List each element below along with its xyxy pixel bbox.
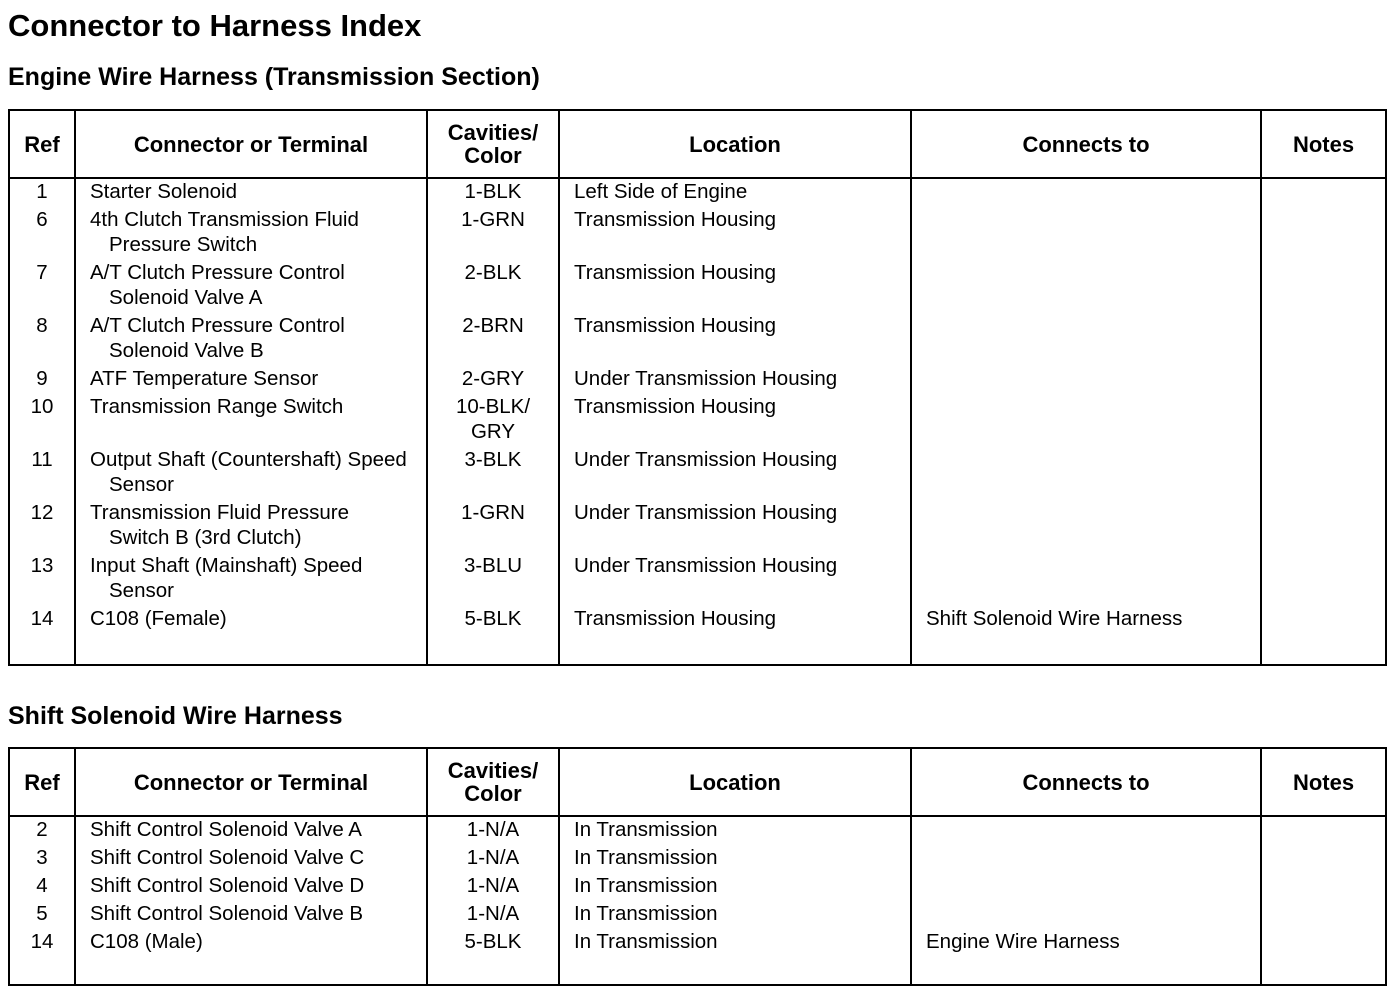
cell-connector: Shift Control Solenoid Valve B [75,901,427,929]
page-title: Connector to Harness Index [8,8,422,43]
cell-connects-to: Shift Solenoid Wire Harness [911,606,1261,665]
cell-connector: C108 (Male) [75,929,427,985]
cell-notes [1261,178,1386,207]
cell-cavities: 1-N/A [427,901,559,929]
cell-connector: C108 (Female) [75,606,427,665]
table-header-row [9,110,1386,178]
cell-connector: Transmission Range Switch [75,394,427,447]
cell-connects-to [911,260,1261,313]
cell-connects-to: Engine Wire Harness [911,929,1261,985]
cell-connector: A/T Clutch Pressure Control Solenoid Valve B [75,313,427,366]
cell-notes [1261,500,1386,553]
cell-notes [1261,394,1386,447]
cell-cavities: 1-N/A [427,816,559,845]
cell-cavities: 10-BLK/ GRY [427,394,559,447]
cell-location: In Transmission [559,845,911,873]
column-header-connector: Connector or Terminal [75,748,427,816]
cell-cavities: 2-GRY [427,366,559,394]
cell-ref: 14 [9,929,75,985]
cell-ref: 3 [9,845,75,873]
cell-connector: Input Shaft (Mainshaft) Speed Sensor [75,553,427,606]
cell-notes [1261,929,1386,985]
cell-notes [1261,447,1386,500]
cell-location: Left Side of Engine [559,178,911,207]
cell-connects-to [911,207,1261,260]
column-header-cavities: Cavities/ Color [427,110,559,178]
table-row [9,366,1386,394]
cell-cavities: 5-BLK [427,606,559,665]
cell-connects-to [911,816,1261,845]
cell-ref: 13 [9,553,75,606]
cell-location: Transmission Housing [559,260,911,313]
cell-cavities: 1-BLK [427,178,559,207]
cell-cavities: 2-BRN [427,313,559,366]
cell-connects-to [911,313,1261,366]
cell-notes [1261,366,1386,394]
table-row [9,873,1386,901]
cell-cavities: 3-BLU [427,553,559,606]
table-row [9,816,1386,845]
cell-cavities: 1-N/A [427,845,559,873]
cell-cavities: 1-GRN [427,207,559,260]
cell-connector: Shift Control Solenoid Valve A [75,816,427,845]
cell-location: In Transmission [559,816,911,845]
cell-cavities: 2-BLK [427,260,559,313]
cell-ref: 11 [9,447,75,500]
column-header-connector: Connector or Terminal [75,110,427,178]
cell-ref: 5 [9,901,75,929]
cell-notes [1261,553,1386,606]
cell-cavities: 5-BLK [427,929,559,985]
section-title: Shift Solenoid Wire Harness [8,702,343,730]
cell-ref: 14 [9,606,75,665]
cell-connects-to [911,553,1261,606]
table-row [9,929,1386,985]
cell-ref: 12 [9,500,75,553]
cell-cavities: 3-BLK [427,447,559,500]
cell-location: In Transmission [559,929,911,985]
cell-location: In Transmission [559,873,911,901]
harness-table [8,747,1387,986]
table-row [9,553,1386,606]
cell-notes [1261,260,1386,313]
column-header-ref: Ref [9,110,75,178]
table-row [9,178,1386,207]
cell-location: Transmission Housing [559,394,911,447]
column-header-notes: Notes [1261,748,1386,816]
cell-connects-to [911,873,1261,901]
column-header-location: Location [559,748,911,816]
cell-location: Under Transmission Housing [559,553,911,606]
cell-location: Transmission Housing [559,606,911,665]
table-row [9,313,1386,366]
cell-notes [1261,845,1386,873]
table-row [9,845,1386,873]
cell-connector: ATF Temperature Sensor [75,366,427,394]
column-header-notes: Notes [1261,110,1386,178]
cell-connects-to [911,178,1261,207]
cell-location: Transmission Housing [559,313,911,366]
cell-connects-to [911,500,1261,553]
column-header-ref: Ref [9,748,75,816]
cell-location: Under Transmission Housing [559,366,911,394]
table-row [9,394,1386,447]
cell-connector: Starter Solenoid [75,178,427,207]
cell-ref: 9 [9,366,75,394]
table-row [9,260,1386,313]
column-header-connects-to: Connects to [911,110,1261,178]
cell-connects-to [911,901,1261,929]
cell-ref: 8 [9,313,75,366]
cell-notes [1261,313,1386,366]
cell-connects-to [911,447,1261,500]
cell-ref: 6 [9,207,75,260]
cell-cavities: 1-N/A [427,873,559,901]
cell-connector: Shift Control Solenoid Valve C [75,845,427,873]
cell-cavities: 1-GRN [427,500,559,553]
cell-connects-to [911,366,1261,394]
column-header-cavities: Cavities/ Color [427,748,559,816]
cell-connects-to [911,394,1261,447]
cell-location: Under Transmission Housing [559,500,911,553]
cell-location: Under Transmission Housing [559,447,911,500]
cell-connects-to [911,845,1261,873]
cell-notes [1261,873,1386,901]
table-row [9,901,1386,929]
cell-location: In Transmission [559,901,911,929]
table-row [9,500,1386,553]
table-row [9,606,1386,665]
cell-location: Transmission Housing [559,207,911,260]
cell-notes [1261,207,1386,260]
cell-connector: A/T Clutch Pressure Control Solenoid Valve A [75,260,427,313]
cell-notes [1261,901,1386,929]
cell-connector: Output Shaft (Countershaft) Speed Sensor [75,447,427,500]
table-row [9,207,1386,260]
cell-connector: Shift Control Solenoid Valve D [75,873,427,901]
cell-connector: Transmission Fluid Pressure Switch B (3rd Clutch) [75,500,427,553]
section-title: Engine Wire Harness (Transmission Section) [8,63,540,91]
cell-ref: 4 [9,873,75,901]
cell-notes [1261,606,1386,665]
cell-connector: 4th Clutch Transmission Fluid Pressure Switch [75,207,427,260]
column-header-connects-to: Connects to [911,748,1261,816]
cell-ref: 7 [9,260,75,313]
table-row [9,447,1386,500]
column-header-location: Location [559,110,911,178]
cell-ref: 1 [9,178,75,207]
cell-notes [1261,816,1386,845]
table-header-row [9,748,1386,816]
cell-ref: 10 [9,394,75,447]
harness-table [8,109,1387,666]
cell-ref: 2 [9,816,75,845]
